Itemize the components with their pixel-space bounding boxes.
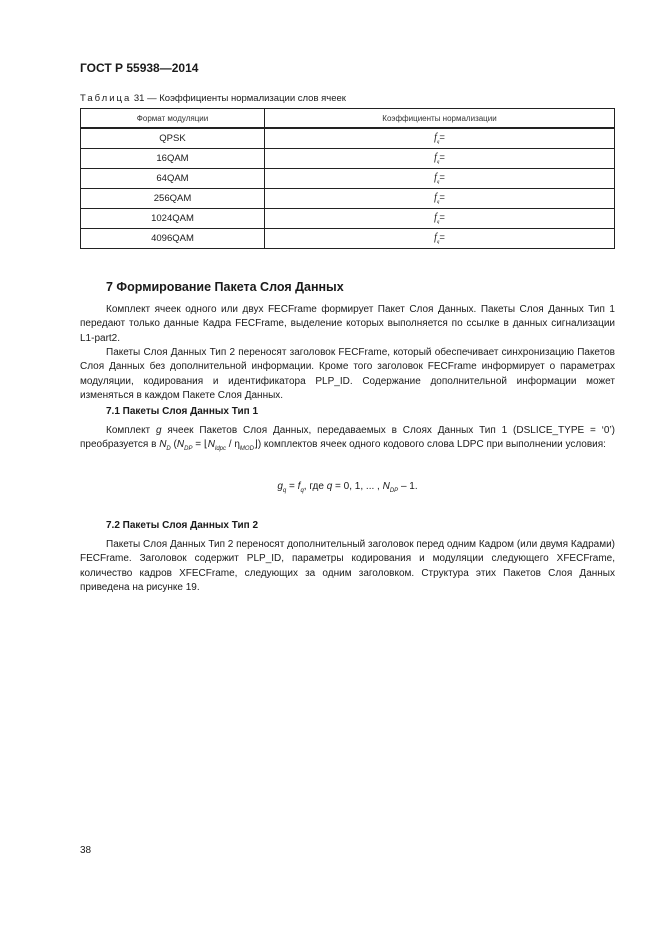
normalization-table [80,108,615,249]
section-7-heading: 7 Формирование Пакета Слоя Данных [106,280,344,294]
cell-coefficient: $f_q=$ [265,169,615,189]
cell-format: QPSK [81,128,265,149]
document-id: ГОСТ Р 55938—2014 [80,61,199,75]
section-7-2-paragraph: Пакеты Слоя Данных Тип 2 переносят дополнительный заголовок перед одним Кадром (или двумя Кадрами) FECFrame. Заголовок содержит PLP_ID, параметры кодирования и модуляции следующего XFECFrame, количество кадров XFECFrame, следующих за одним заголовком. Структура этих Пакетов Слоя Данных приведена на рисунке 19. [80,539,615,593]
cell-coefficient: $f_q=$ [265,229,615,249]
table-caption-title: Коэффициенты нормализации слов ячеек [159,93,346,104]
cell-format: 256QAM [81,189,265,209]
cell-format: 4096QAM [81,229,265,249]
page-number: 38 [80,845,92,856]
table-row [81,229,615,249]
formula-gq-equals-fq: $g_q = f_q$, где q = 0, 1, ... , $N_{DP} - 1$. [277,481,418,494]
cell-coefficient: $f_q=$ [265,128,615,149]
cell-coefficient: $f_q=$ [265,149,615,169]
table-caption [80,93,346,104]
cell-format: 1024QAM [81,209,265,229]
section-7-1-heading: 7.1 Пакеты Слоя Данных Тип 1 [106,406,259,417]
table-caption-label: Таблица [80,93,132,104]
cell-format: 16QAM [81,149,265,169]
cell-coefficient: $f_q=$ [265,189,615,209]
column-header-coefficients: Коэффициенты нормализации [265,109,615,129]
table-row [81,169,615,189]
section-7-1-paragraph: Комплект g ячеек Пакетов Слоя Данных, передаваемых в Слоях Данных Тип 1 (DSLICE_TYPE = ‘0’) преобразуется в $N_D$ ($N_{DP}$ = $⌊N_{ldpc}$ / $\eta_{MOD}⌋$) комплектов ячеек одного кодового слова LDPC при выполнении условия: [80,425,616,453]
cell-coefficient: $f_q=$ [265,209,615,229]
table-row [81,189,615,209]
cell-format: 64QAM [81,169,265,189]
table-caption-dash: — [147,93,157,104]
table-row [81,149,615,169]
section-7-2-heading: 7.2 Пакеты Слоя Данных Тип 2 [106,520,259,531]
table-header-row [81,109,615,129]
column-header-format: Формат модуляции [81,109,265,129]
table-caption-number: 31 [133,93,145,104]
section-7-paragraph-1: Комплект ячеек одного или двух FECFrame формирует Пакет Слоя Данных. Пакеты Слоя Данных Тип 1 передают только данные Кадра FECFrame, выделение которых выполняется по ссылке в данных сигнализации L1-part2. [80,304,615,344]
table-row [81,128,615,149]
table-row [81,209,615,229]
section-7-paragraph-2: Пакеты Слоя Данных Тип 2 переносят заголовок FECFrame, который обеспечивает синхронизацию Пакетов Слоя Данных без дополнительной информации. Кроме того заголовок FECFrame информирует о параметрах модуляции, кодирования и идентификатора PLP_ID. Содержание дополнительной информации может изменяться в каждом Пакете Слоя Данных. [80,347,615,401]
